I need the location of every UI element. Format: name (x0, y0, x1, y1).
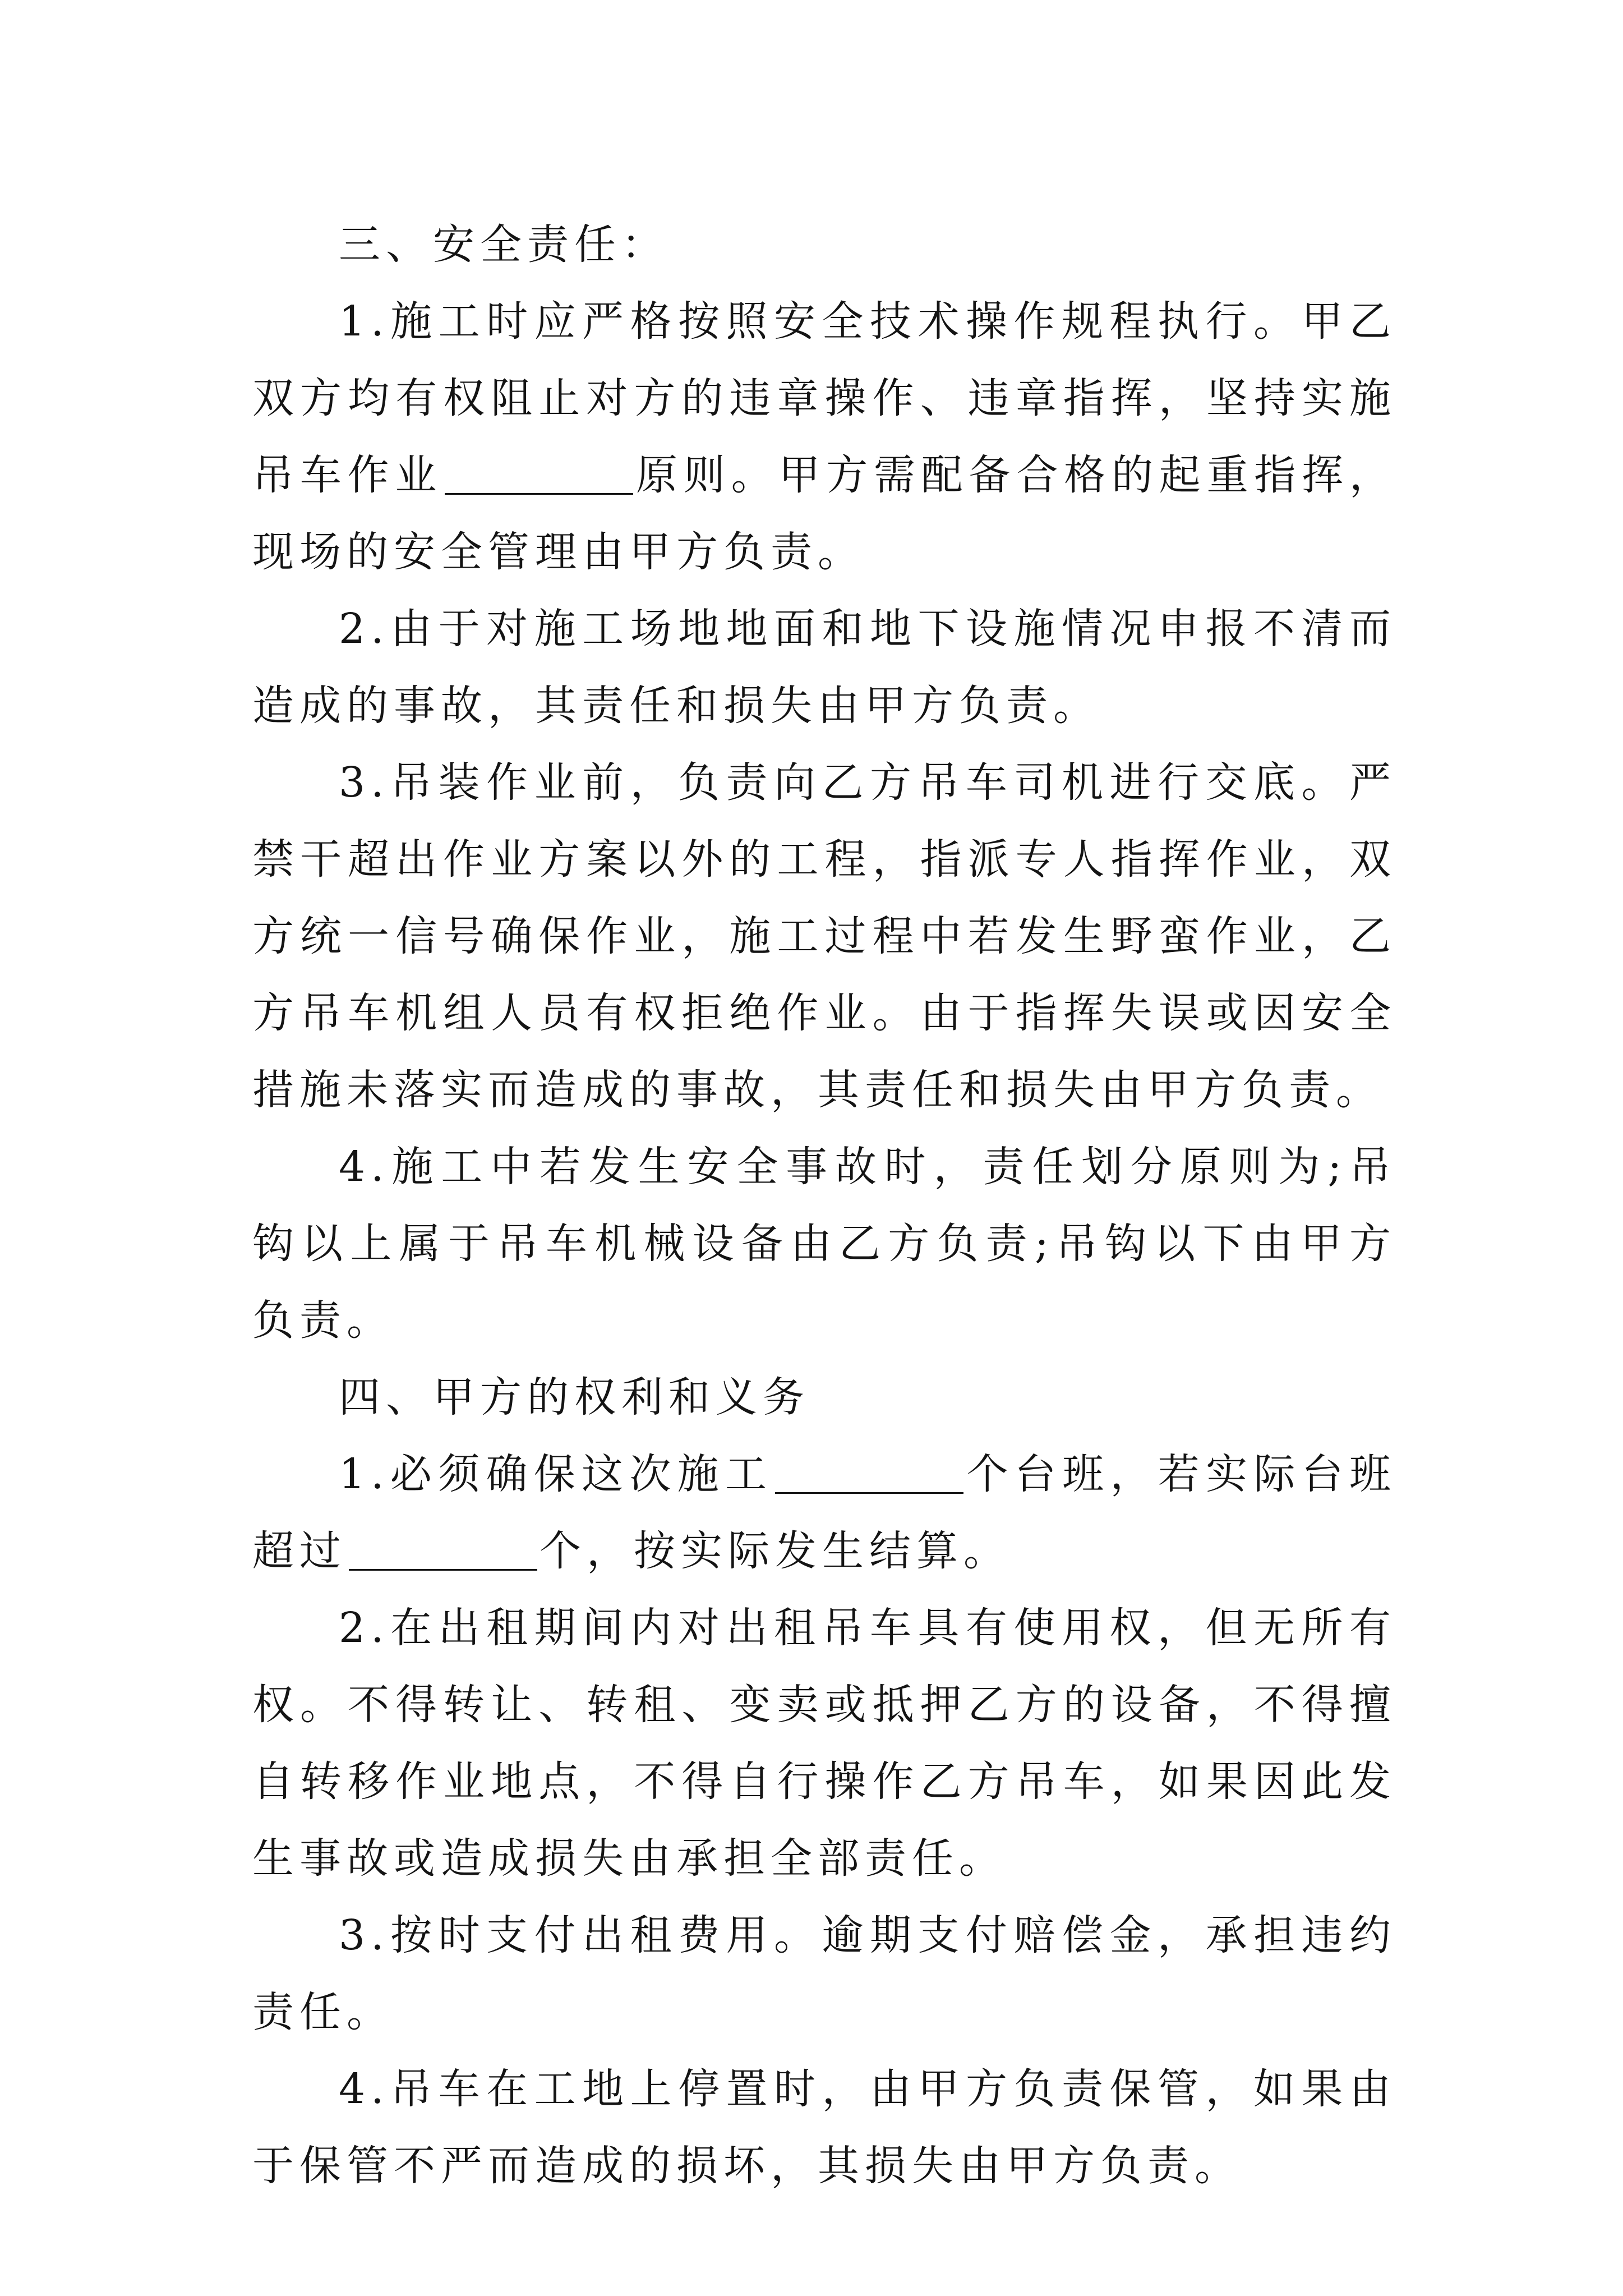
safety-item-1-text-b: 原则。甲方需配备合格的起重指挥，现场的安全管理由甲方负责。 (252, 451, 1397, 576)
rights-item-2: 2.在出租期间内对出租吊车具有使用权，但无所有权。不得转让、转租、变卖或抵押乙方的设备，不得擅自转移作业地点，不得自行操作乙方吊车，如果因此发生事故或造成损失由承担全部责任。 (252, 1604, 1396, 1883)
safety-item-1 (252, 283, 1396, 591)
rights-item-1 (252, 1436, 1396, 1590)
safety-item-3: 3.吊装作业前，负责向乙方吊车司机进行交底。严禁干超出作业方案以外的工程，指派专人指挥作业，双方统一信号确保作业，施工过程中若发生野蛮作业，乙方吊车机组人员有权拒绝作业。由于指挥失误或因安全措施未落实而造成的事故，其责任和损失由甲方负责。 (252, 758, 1396, 1114)
safety-item-4: 4.施工中若发生安全事故时，责任划分原则为;吊钩以上属于吊车机械设备由乙方负责;吊钩以下由甲方负责。 (252, 1143, 1396, 1345)
document-body (252, 206, 1396, 2205)
rights-item-1-text-a: 1.必须确保这次施工 (339, 1450, 773, 1498)
safety-item-1-text-a: 1.施工时应严格按照安全技术操作规程执行。甲乙双方均有权阻止对方的违章操作、违章指挥，坚持实施吊车作业 (252, 297, 1396, 499)
rights-item-1-text-c: 个，按实际发生结算。 (540, 1527, 1011, 1575)
section-heading-party-a-rights: 四、甲方的权利和义务 (339, 1373, 810, 1421)
fill-in-blank-shift-count[interactable] (775, 1451, 963, 1494)
rights-item-4: 4.吊车在工地上停置时，由甲方负责保管，如果由于保管不严而造成的损坏，其损失由甲方负责。 (252, 2065, 1396, 2190)
rights-item-1-text-b: 个台班，若实际台班超过 (252, 1450, 1397, 1575)
fill-in-blank-exceed-count[interactable] (349, 1527, 537, 1571)
safety-item-2: 2.由于对施工场地地面和地下设施情况申报不清而造成的事故，其责任和损失由甲方负责。 (252, 605, 1396, 730)
section-heading-safety: 三、安全责任： (339, 220, 668, 269)
rights-item-3: 3.按时支付出租费用。逾期支付赔偿金，承担违约责任。 (252, 1911, 1396, 2036)
fill-in-blank-principle[interactable] (445, 452, 633, 495)
